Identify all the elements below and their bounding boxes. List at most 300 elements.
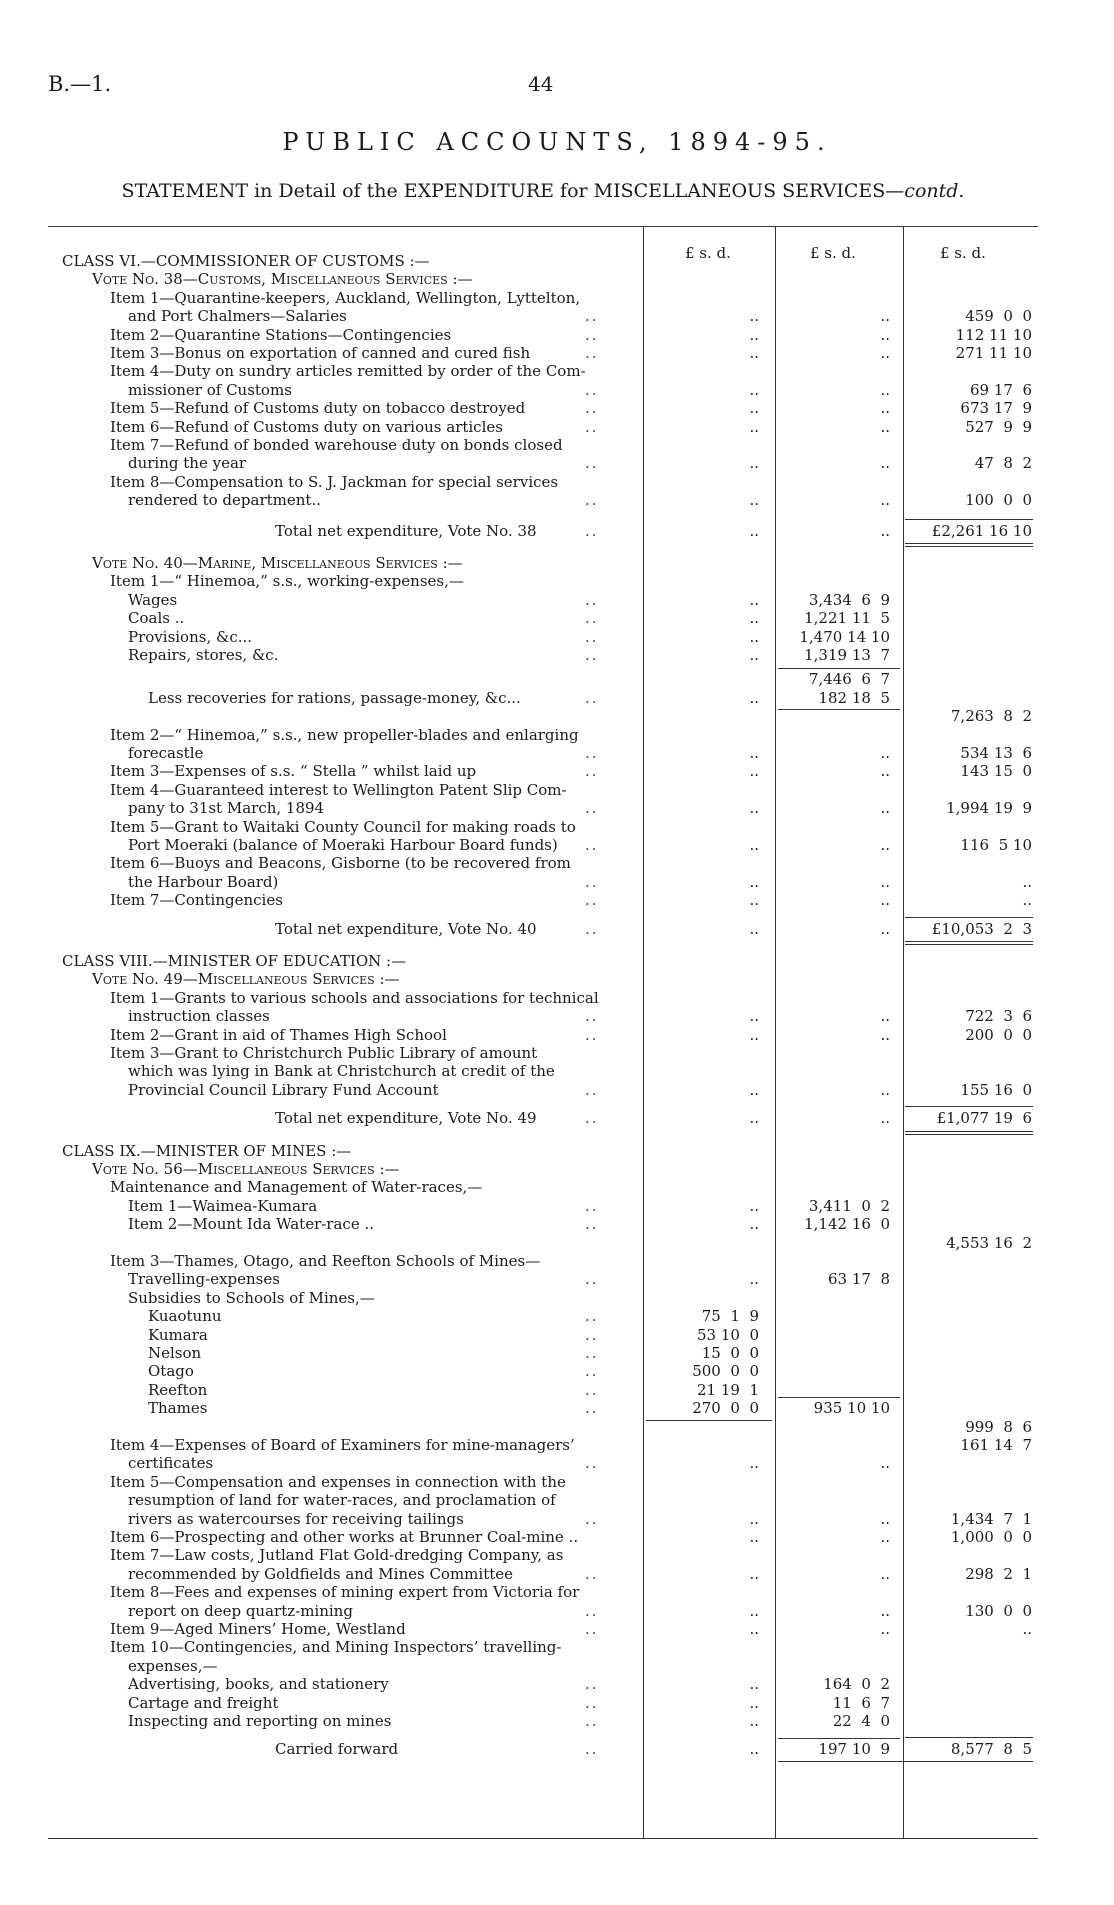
leader-dots: .. — [585, 1344, 599, 1362]
table-row — [0, 1602, 1114, 1620]
table-row — [0, 1694, 1114, 1712]
amount-c3: 8,577 8 5 — [950, 1740, 1032, 1759]
row-label: Item 7—Law costs, Jutland Flat Gold-dredging Company, as — [110, 1546, 564, 1565]
leader-dots: .. — [585, 1080, 599, 1099]
amount-c2: 22 4 0 — [832, 1712, 890, 1730]
table-row — [0, 836, 1114, 854]
amount-c1: .. — [749, 590, 759, 609]
amount-c1: .. — [749, 627, 759, 646]
row-label: Item 2—Quarantine Stations—Contingencies — [110, 325, 452, 344]
leader-dots: .. — [585, 1362, 599, 1381]
amount-c2: .. — [880, 1454, 890, 1473]
page-reference: B.—1. — [48, 72, 112, 96]
table-row — [0, 572, 1114, 590]
subtitle-main: STATEMENT in Detail of the EXPENDITURE for MISCELLANEOUS SERVICES— — [121, 180, 905, 202]
total-rule — [905, 917, 1033, 918]
amount-c2: .. — [880, 454, 890, 473]
table-row — [0, 891, 1114, 909]
row-label: certificates — [128, 1454, 214, 1473]
amount-c3: 527 9 9 — [965, 417, 1032, 436]
amount-c2: 182 18 5 — [818, 688, 890, 707]
amount-c1: .. — [749, 688, 759, 707]
amount-c1: .. — [749, 521, 759, 540]
table-row — [0, 1620, 1114, 1638]
amount-c1: .. — [749, 891, 759, 910]
leader-dots: .. — [585, 688, 599, 707]
row-label: Item 1—Waimea-Kumara — [128, 1196, 318, 1215]
leader-dots: .. — [585, 307, 599, 326]
subtotal-rule — [778, 668, 900, 669]
table-row — [0, 591, 1114, 609]
amount-c1: .. — [749, 1740, 759, 1759]
row-label: Item 1—“ Hinemoa,” s.s., working-expenses,— — [110, 572, 464, 591]
leader-dots: .. — [585, 1509, 599, 1528]
amount-c2: .. — [880, 1528, 890, 1546]
leader-dots: .. — [585, 872, 599, 891]
amount-c2: .. — [880, 399, 890, 418]
leader-dots: .. — [585, 1325, 599, 1344]
row-label: Item 2—“ Hinemoa,” s.s., new propeller-blades and enlarging — [110, 725, 579, 744]
amount-c2: .. — [880, 762, 890, 781]
total-double-rule — [905, 543, 1033, 544]
amount-c1: .. — [749, 762, 759, 781]
amount-c1: 15 0 0 — [701, 1344, 759, 1362]
amount-c1: .. — [749, 836, 759, 854]
table-row — [0, 689, 1114, 707]
table-row — [0, 1326, 1114, 1344]
amount-c3: 271 11 10 — [955, 344, 1032, 362]
amount-c2: .. — [880, 417, 890, 436]
leader-dots: .. — [585, 590, 599, 609]
table-row — [0, 762, 1114, 780]
row-label: Item 7—Refund of bonded warehouse duty on bonds closed — [110, 436, 563, 454]
row-label: Nelson — [148, 1344, 202, 1362]
leader-dots: .. — [585, 454, 599, 473]
amount-c2: .. — [880, 836, 890, 854]
leader-dots: .. — [585, 1109, 599, 1128]
row-label: report on deep quartz-mining — [128, 1601, 353, 1620]
amount-c3: 722 3 6 — [965, 1007, 1032, 1026]
amount-c2: .. — [880, 1620, 890, 1638]
page-title: PUBLIC ACCOUNTS, 1894-95. — [282, 128, 832, 156]
carried-forward-rule — [778, 1761, 1033, 1762]
amount-c1: .. — [749, 1601, 759, 1620]
row-label: Otago — [148, 1362, 194, 1381]
amount-c3: £2,261 16 10 — [931, 521, 1032, 540]
row-label: Travelling-expenses — [128, 1270, 280, 1289]
total-rule — [905, 1106, 1033, 1107]
amount-c2: 1,470 14 10 — [799, 627, 890, 646]
table-row — [0, 744, 1114, 762]
leader-dots: .. — [585, 1454, 599, 1473]
row-label: pany to 31st March, 1894 — [128, 799, 325, 818]
table-row — [0, 1081, 1114, 1099]
amount-c3: £1,077 19 6 — [936, 1109, 1032, 1128]
row-label: Port Moeraki (balance of Moeraki Harbour Board funds) — [128, 836, 558, 854]
row-label: Item 3—Grant to Christchurch Public Library of amount — [110, 1044, 538, 1062]
row-label: Reefton — [148, 1380, 208, 1399]
table-row — [0, 436, 1114, 454]
amount-c2: .. — [880, 1601, 890, 1620]
total-double-rule — [905, 1131, 1033, 1132]
leader-dots: .. — [585, 1380, 599, 1399]
column-header-2: £ s. d. — [810, 244, 856, 262]
leader-dots: .. — [585, 1675, 599, 1694]
total-double-rule — [905, 944, 1033, 945]
table-row — [0, 1307, 1114, 1325]
table-row — [0, 1675, 1114, 1693]
amount-c1: .. — [749, 417, 759, 436]
row-label: Kumara — [148, 1325, 208, 1344]
amount-c1: .. — [749, 1712, 759, 1730]
table-row — [0, 381, 1114, 399]
amount-c2: .. — [880, 872, 890, 891]
table-row — [0, 1289, 1114, 1307]
amount-c1: .. — [749, 799, 759, 818]
table-row — [0, 1381, 1114, 1399]
amount-c1: 270 0 0 — [692, 1399, 759, 1418]
total-rule — [905, 1737, 1033, 1738]
row-label: Provincial Council Library Fund Account — [128, 1080, 439, 1099]
table-row — [0, 726, 1114, 744]
row-label: Item 8—Compensation to S. J. Jackman for special services — [110, 472, 559, 491]
amount-c1: .. — [749, 1528, 759, 1546]
row-label: rivers as watercourses for receiving tailings — [128, 1509, 464, 1528]
amount-c2: .. — [880, 380, 890, 399]
amount-c3: 116 5 10 — [960, 836, 1032, 854]
amount-c1: .. — [749, 344, 759, 362]
amount-c1: .. — [749, 1080, 759, 1099]
table-row — [0, 1399, 1114, 1417]
page-number: 44 — [528, 72, 554, 96]
amount-c3: 200 0 0 — [965, 1025, 1032, 1044]
leader-dots: .. — [585, 399, 599, 418]
table-row — [0, 270, 1114, 288]
amount-c3: 534 13 6 — [960, 744, 1032, 762]
subtitle-contd: contd. — [904, 180, 965, 202]
leader-dots: .. — [585, 491, 599, 510]
amount-c2: 935 10 10 — [813, 1399, 890, 1418]
table-row — [0, 252, 1114, 270]
table-row — [0, 554, 1114, 572]
total-double-rule — [905, 1134, 1033, 1135]
table-row — [0, 970, 1114, 988]
amount-c3: 69 17 6 — [969, 380, 1032, 399]
amount-c2: .. — [880, 491, 890, 510]
table-row — [0, 1178, 1114, 1196]
leader-dots: .. — [585, 1025, 599, 1044]
table-row — [0, 1142, 1114, 1160]
table-row — [0, 289, 1114, 307]
amount-c3: 459 0 0 — [965, 307, 1032, 326]
leader-dots: .. — [585, 1307, 599, 1326]
column-header-3: £ s. d. — [940, 244, 986, 262]
table-row — [0, 1491, 1114, 1509]
amount-c2: .. — [880, 1509, 890, 1528]
table-row — [0, 454, 1114, 472]
leader-dots: .. — [585, 919, 599, 938]
row-label: instruction classes — [128, 1007, 270, 1026]
amount-c2: .. — [880, 891, 890, 910]
row-label: CLASS VI.—COMMISSIONER OF CUSTOMS :— — [62, 252, 430, 270]
amount-c2: .. — [880, 1564, 890, 1583]
leader-dots: .. — [585, 799, 599, 818]
table-row — [0, 1109, 1114, 1127]
amount-c3: .. — [1022, 872, 1032, 891]
table-row — [0, 1436, 1114, 1454]
leader-dots: .. — [585, 521, 599, 540]
row-label: Item 4—Expenses of Board of Examiners for mine-managers’ — [110, 1436, 575, 1454]
leader-dots: .. — [585, 325, 599, 344]
table-row — [0, 1044, 1114, 1062]
amount-c3: 161 14 7 — [960, 1436, 1032, 1454]
amount-c2: 1,221 11 5 — [804, 609, 890, 628]
row-label: Repairs, stores, &c. — [128, 646, 279, 664]
amount-c2: .. — [880, 344, 890, 362]
row-label: Inspecting and reporting on mines — [128, 1712, 392, 1730]
amount-c1: .. — [749, 744, 759, 762]
amount-c2: 3,434 6 9 — [808, 590, 890, 609]
table-row — [0, 854, 1114, 872]
amount-c1: 21 19 1 — [696, 1380, 759, 1399]
subtotal-rule — [778, 1738, 900, 1739]
amount-c3: 1,000 0 0 — [950, 1528, 1032, 1546]
row-label: Item 2—Mount Ida Water-race .. — [128, 1215, 375, 1234]
row-label: Advertising, books, and stationery — [128, 1675, 389, 1694]
row-label: Item 3—Thames, Otago, and Reefton Schools of Mines— — [110, 1252, 541, 1270]
table-row — [0, 1215, 1114, 1233]
leader-dots: .. — [585, 891, 599, 910]
table-row — [0, 1270, 1114, 1288]
row-label: and Port Chalmers—Salaries — [128, 307, 347, 326]
row-label: missioner of Customs — [128, 380, 292, 399]
table-row — [0, 522, 1114, 540]
amount-c1: .. — [749, 1693, 759, 1712]
table-row — [0, 1344, 1114, 1362]
table-row — [0, 1565, 1114, 1583]
total-rule — [905, 519, 1033, 520]
table-row — [0, 989, 1114, 1007]
row-label: Item 6—Refund of Customs duty on various articles — [110, 417, 503, 436]
amount-c2: .. — [880, 307, 890, 326]
table-row — [0, 473, 1114, 491]
table-row — [0, 873, 1114, 891]
column-header-1: £ s. d. — [685, 244, 731, 262]
leader-dots: .. — [585, 417, 599, 436]
row-label: Carried forward — [275, 1740, 399, 1759]
amount-c1: .. — [749, 307, 759, 326]
leader-dots: .. — [585, 1601, 599, 1620]
leader-dots: .. — [585, 1712, 599, 1730]
row-label: CLASS IX.—MINISTER OF MINES :— — [62, 1141, 352, 1160]
row-label: Vote No. 56—Miscellaneous Services :— — [92, 1160, 400, 1178]
amount-c3: 999 8 6 — [965, 1417, 1032, 1436]
row-label: Maintenance and Management of Water-races,— — [110, 1178, 483, 1197]
table-row — [0, 362, 1114, 380]
row-label: recommended by Goldfields and Mines Committee — [128, 1564, 514, 1583]
row-label: Thames — [148, 1399, 208, 1418]
amount-c2: .. — [880, 1109, 890, 1128]
amount-c2: .. — [880, 919, 890, 938]
leader-dots: .. — [585, 627, 599, 646]
table-row — [0, 818, 1114, 836]
table-top-rule — [48, 226, 1038, 227]
row-label: Vote No. 40—Marine, Miscellaneous Services :— — [92, 554, 463, 572]
leader-dots: .. — [585, 1740, 599, 1759]
amount-c2: .. — [880, 521, 890, 540]
amount-c1: .. — [749, 1196, 759, 1215]
amount-c2: 63 17 8 — [827, 1270, 890, 1289]
table-row — [0, 1638, 1114, 1656]
amount-c3: 4,553 16 2 — [946, 1233, 1032, 1252]
amount-c3: .. — [1022, 891, 1032, 910]
amount-c3: 130 0 0 — [965, 1601, 1032, 1620]
amount-c1: .. — [749, 1675, 759, 1694]
amount-c2: 1,142 16 0 — [804, 1215, 890, 1234]
table-row — [0, 1712, 1114, 1730]
row-label: Item 1—Grants to various schools and associations for technical — [110, 988, 599, 1007]
table-row — [0, 1528, 1114, 1546]
row-label: Item 4—Duty on sundry articles remitted by order of the Com- — [110, 362, 586, 381]
amount-c1: .. — [749, 1007, 759, 1026]
table-row — [0, 609, 1114, 627]
row-label: Provisions, &c... — [128, 627, 253, 646]
subtotal-rule — [778, 1397, 900, 1398]
amount-c1: .. — [749, 380, 759, 399]
row-label: Item 6—Prospecting and other works at Brunner Coal-mine .. — [110, 1528, 579, 1546]
amount-c1: .. — [749, 609, 759, 628]
table-row — [0, 952, 1114, 970]
row-label: Item 5—Grant to Waitaki County Council for making roads to — [110, 817, 576, 836]
amount-c1: 53 10 0 — [696, 1325, 759, 1344]
table-bottom-rule — [48, 1838, 1038, 1839]
table-row — [0, 1473, 1114, 1491]
row-label: Wages — [128, 590, 178, 609]
amount-c3: 298 2 1 — [965, 1564, 1032, 1583]
amount-c1: .. — [749, 1270, 759, 1289]
leader-dots: .. — [585, 1196, 599, 1215]
amount-c3: 673 17 9 — [960, 399, 1032, 418]
leader-dots: .. — [585, 1215, 599, 1234]
amount-c1: 75 1 9 — [701, 1307, 759, 1326]
row-label: Item 4—Guaranteed interest to Wellington Patent Slip Com- — [110, 780, 567, 799]
amount-c1: .. — [749, 491, 759, 510]
amount-c2: .. — [880, 1080, 890, 1099]
leader-dots: .. — [585, 380, 599, 399]
row-label: Item 5—Refund of Customs duty on tobacco destroyed — [110, 399, 526, 418]
row-label: Kuaotunu — [148, 1307, 222, 1326]
amount-c3: £10,053 2 3 — [931, 919, 1032, 938]
amount-c3: 155 16 0 — [960, 1080, 1032, 1099]
row-label: Item 10—Contingencies, and Mining Inspectors’ travelling- — [110, 1638, 562, 1657]
row-label: Less recoveries for rations, passage-money, &c... — [148, 688, 521, 707]
amount-c2: 3,411 0 2 — [808, 1196, 890, 1215]
amount-c1: .. — [749, 399, 759, 418]
table-row — [0, 1657, 1114, 1675]
amount-c2: 197 10 9 — [818, 1740, 890, 1759]
row-label: Coals .. — [128, 609, 185, 628]
row-label: Item 3—Expenses of s.s. “ Stella ” whilst laid up — [110, 762, 477, 781]
amount-c3: 1,994 19 9 — [946, 799, 1032, 818]
table-row — [0, 1160, 1114, 1178]
amount-c3: 100 0 0 — [965, 491, 1032, 510]
statement-subtitle — [48, 180, 1038, 202]
row-label: Item 8—Fees and expenses of mining expert from Victoria for — [110, 1583, 580, 1602]
table-row — [0, 781, 1114, 799]
amount-c3: 143 15 0 — [960, 762, 1032, 781]
table-row — [0, 399, 1114, 417]
amount-c2: .. — [880, 799, 890, 818]
table-row — [0, 670, 1114, 688]
table-row — [0, 307, 1114, 325]
leader-dots: .. — [585, 1270, 599, 1289]
row-label: resumption of land for water-races, and proclamation of — [128, 1491, 556, 1510]
table-row — [0, 418, 1114, 436]
amount-c1: .. — [749, 1025, 759, 1044]
table-row — [0, 628, 1114, 646]
amount-c1: .. — [749, 872, 759, 891]
leader-dots: .. — [585, 344, 599, 362]
table-row — [0, 326, 1114, 344]
leader-dots: .. — [585, 609, 599, 628]
amount-c3: .. — [1022, 1620, 1032, 1638]
table-row — [0, 799, 1114, 817]
amount-c2: .. — [880, 744, 890, 762]
table-row — [0, 1583, 1114, 1601]
table-row — [0, 344, 1114, 362]
table-row — [0, 1740, 1114, 1758]
table-row — [0, 1362, 1114, 1380]
table-row — [0, 707, 1114, 725]
amount-c2: 164 0 2 — [823, 1675, 890, 1694]
table-row — [0, 1252, 1114, 1270]
amount-c1: .. — [749, 1620, 759, 1638]
amount-c3: 1,434 7 1 — [950, 1509, 1032, 1528]
row-label: during the year — [128, 454, 247, 473]
leader-dots: .. — [585, 1620, 599, 1638]
amount-c2: .. — [880, 325, 890, 344]
leader-dots: .. — [585, 836, 599, 854]
table-row — [0, 920, 1114, 938]
amount-c1: .. — [749, 1509, 759, 1528]
amount-c2: 7,446 6 7 — [808, 670, 890, 689]
amount-c3: 112 11 10 — [955, 325, 1032, 344]
amount-c1: .. — [749, 646, 759, 664]
amount-c3: 47 8 2 — [974, 454, 1032, 473]
row-label: Total net expenditure, Vote No. 40 — [275, 919, 537, 938]
table-row — [0, 646, 1114, 664]
table-row — [0, 1546, 1114, 1564]
table-row — [0, 1510, 1114, 1528]
row-label: expenses,— — [128, 1656, 218, 1675]
row-label: Vote No. 49—Miscellaneous Services :— — [92, 970, 400, 989]
amount-c1: .. — [749, 1454, 759, 1473]
row-label: Item 3—Bonus on exportation of canned and cured fish — [110, 344, 531, 362]
row-label: Cartage and freight — [128, 1693, 279, 1712]
table-row — [0, 1026, 1114, 1044]
row-label: which was lying in Bank at Christchurch at credit of the — [128, 1062, 555, 1081]
leader-dots: .. — [585, 1693, 599, 1712]
leader-dots: .. — [585, 1564, 599, 1583]
table-row — [0, 1454, 1114, 1472]
leader-dots: .. — [585, 1399, 599, 1418]
table-row — [0, 1197, 1114, 1215]
amount-c1: .. — [749, 1564, 759, 1583]
row-label: Vote No. 38—Customs, Miscellaneous Services :— — [92, 270, 473, 289]
leader-dots: .. — [585, 1007, 599, 1026]
row-label: Item 9—Aged Miners’ Home, Westland — [110, 1620, 406, 1638]
leader-dots: .. — [585, 646, 599, 664]
